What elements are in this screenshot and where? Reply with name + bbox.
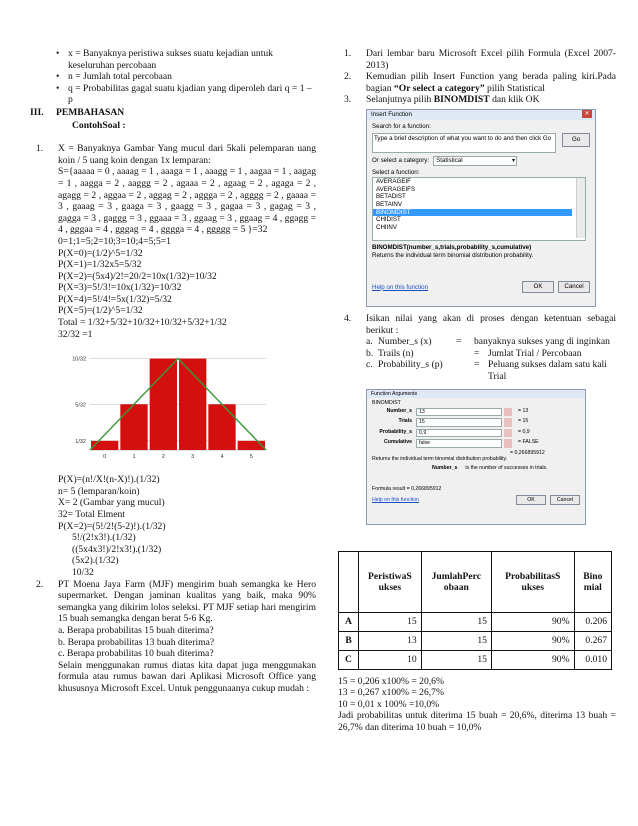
dialog-title: Insert Function xyxy=(367,110,595,120)
select-label: Select a function: xyxy=(372,168,420,176)
function-group: BINOMDIST xyxy=(372,399,401,406)
bullet-item: • q = Probabilitas gagal suatu kjadian yang diperoleh dari q = 1 – p xyxy=(56,82,312,106)
arg-item: a. Number_s (x) = banyaknya sukses yang di inginkan xyxy=(366,336,610,348)
function-item[interactable]: BETAINV xyxy=(376,200,403,208)
help-link[interactable]: Help on this function xyxy=(372,283,429,291)
example-2-questions: a. Berapa probabilitas 15 buah diterima? b. Berapa probabilitas 13 buah diterima? c. Berapa probabilitas 10 buah diterima? Selain menggunakan rumus diatas kita dapat juga menggunakan formula atau rumus bawan dari Aplikasi Microsoft Office yang khususnya Microsoft Excel. Untuk penggunaanya cukup mudah : xyxy=(58,624,316,694)
argument-row: Cumulative false = FALSE xyxy=(384,439,539,447)
bullet-item: • n = Jumlah total percobaan xyxy=(56,71,172,83)
step-1: 1. Dari lembar baru Microsoft Excel pilih Formula (Excel 2007-2013) xyxy=(344,48,616,71)
section-heading: III. PEMBAHASAN xyxy=(30,106,125,118)
step-3: 3. Selanjutnya pilih BINOMDIST dan klik OK xyxy=(344,94,540,106)
table-row: B 13 15 90% 0.267 xyxy=(339,631,612,650)
results-block: 15 = 0,206 x100% = 20,6% 13 = 0,267 x100% = 26,7% 10 = 0,01 x 100% =10,0% Jadi probabilitas untuk diterima 15 buah = 20,6%, diterima 13 buah = 26,7% dan diterima 10 buah = 10,0% xyxy=(338,675,616,733)
cancel-button[interactable]: Cancel xyxy=(550,495,580,505)
cumulative-input[interactable]: false xyxy=(416,439,502,447)
example-heading: ContohSoal : xyxy=(72,119,126,131)
y-tick-label: 5/32 xyxy=(75,402,86,409)
function-item[interactable]: CHIINV xyxy=(376,223,397,231)
binomial-chart-svg xyxy=(56,346,276,470)
bar xyxy=(208,405,235,451)
bullet-item: • x = Banyaknya peristiwa sukses suatu kejadian untuk keseluruhan percobaan xyxy=(56,48,273,71)
argument-row: Trials 15 = 15 xyxy=(398,418,529,426)
function-item[interactable]: BETADIST xyxy=(376,193,406,201)
category-label: Or select a category: xyxy=(372,156,430,164)
x-tick-label: 1 xyxy=(132,454,136,461)
bar xyxy=(179,359,206,450)
insert-function-dialog xyxy=(366,109,596,307)
bar xyxy=(120,405,147,451)
x-tick-label: 5 xyxy=(249,454,253,461)
function-description: Returns the individual term binomial distribution probability. xyxy=(372,251,534,259)
arg-item: c. Probability_s (p) = Peluang sukses dalam satu kali Trial xyxy=(366,359,607,382)
table-header-row: PeristiwaS ukses JumlahPerc obaan ProbabilitasS ukses Bino mial xyxy=(339,551,612,612)
x-tick-label: 2 xyxy=(161,454,165,461)
argument-row: Probability_s 0,9 = 0,9 xyxy=(379,428,530,436)
collapse-icon[interactable] xyxy=(504,418,512,426)
example-1-body: X = Banyaknya Gambar Yang mucul dari 5kali pelemparan uang koin / 5 uang koin dengan 1x lemparan: S={aaaaa = 0 , aaaag = 1 , aaaga = 1 , aaagg = 1 , aagaa = 1 , aagag = 1 , aagga = 2 , aaggg = 2 , agaaa = 2 , agaag = 2 , agaga = 2 , agagg = 2 , aggaa = 2 , aggag = 2 , aggga = 2 , agggg = 2 , gaaaa = 3 , gaaag = 3 , gaaga = 3 , gaagg = 3 , gagaa = 3 , gagag = 3 , gagga = 3 , gaggg = 3 , ggaaa = 3 , ggaag = 3 , ggaag = 4 , ggagg = 4 , gggaa = 4 , gggag = 4 , gggga = 4 , ggggg = 5 }=32 0=1;1=5;2=10;3=10;4=5;5=1 P(X=0)=(1/2)^5=1/32 P(X=1)=1/32x5=5/32 P(X=2)=(5x4)/2!=20/2=10x(1/32)=10/32 P(X=3)=5!/3!=10x(1/32)=10/32 P(X=4)=5!/4!=5x(1/32)=5/32 P(X=5)=(1/2)^5=1/32 Total = 1/32+5/32+10/32+10/32+5/32+1/32 32/32 =1 xyxy=(58,143,316,340)
function-item-selected[interactable]: BINOMDIST xyxy=(373,209,572,217)
collapse-icon[interactable] xyxy=(504,408,512,416)
collapse-icon[interactable] xyxy=(504,429,512,437)
formula-block: P(X)=(n!/X!(n-X)!).(1/32) n= 5 (lemparan/koin) X= 2 (Gambar yang mucul) 32= Total Elment P(X=2)=(5!/2!(5-2)!).(1/32) 5!/(2!x3!).(1/32) ((5x4x3!)/2!x3!).(1/32) (5x2).(1/32) 10/32 xyxy=(58,474,166,578)
example-2: 2. PT Moena Jaya Farm (MJF) mengirim buah semangka ke Hero supermarket. Dengan jaminan kualitas yang baik, maka 90% semangka yang dikirim lolos seleksi. PT MJF setiap hari mengirim 15 buah semangka dengan berat 5-6 Kg. xyxy=(36,578,316,625)
step-2: 2. Kemudian pilih Insert Function yang berada paling kiri.Pada bagian “Or select a category” pilih Statistical xyxy=(344,71,616,94)
search-input[interactable]: Type a brief description of what you want to do and then click Go xyxy=(372,133,556,153)
table-row: A 15 15 90% 0.206 xyxy=(339,612,612,631)
y-tick-label: 1/32 xyxy=(75,439,86,446)
result-value: = 0,266895912 xyxy=(510,449,545,456)
function-list[interactable] xyxy=(372,177,586,241)
x-tick-label: 3 xyxy=(191,454,195,461)
ok-button[interactable]: OK xyxy=(522,281,554,293)
right-column xyxy=(338,48,616,734)
ok-button[interactable]: OK xyxy=(516,495,546,505)
function-item[interactable]: AVERAGEIF xyxy=(376,178,411,186)
function-description: Returns the individual term binomial distribution probability. xyxy=(372,455,508,462)
function-signature: BINOMDIST(number_s,trials,probability_s,cumulative) xyxy=(372,244,532,252)
table-row: C 10 15 90% 0.010 xyxy=(339,650,612,669)
help-link[interactable]: Help on this function xyxy=(372,496,420,503)
probability-input[interactable]: 0,9 xyxy=(416,429,502,437)
x-tick-label: 0 xyxy=(103,454,107,461)
category-select[interactable]: Statistical ▾ xyxy=(433,156,517,166)
step-4: 4. Isikan nilai yang akan di proses dengan ketentuan sebagai berikut : xyxy=(344,312,616,336)
list-scrollbar[interactable] xyxy=(576,178,585,238)
collapse-icon[interactable] xyxy=(504,439,512,447)
binomial-table xyxy=(338,551,612,670)
x-tick-label: 4 xyxy=(220,454,224,461)
cancel-button[interactable]: Cancel xyxy=(558,281,590,293)
dialog-title: Function Arguments xyxy=(367,390,585,398)
bar xyxy=(150,359,177,450)
binomial-chart xyxy=(56,346,276,470)
chevron-down-icon: ▾ xyxy=(511,156,516,164)
search-label: Search for a function: xyxy=(372,122,431,130)
number-s-input[interactable]: 13 xyxy=(416,408,502,416)
formula-result: Formula result = 0,266895912 xyxy=(372,485,442,492)
step-4-items xyxy=(338,336,616,382)
go-button[interactable]: Go xyxy=(562,133,590,147)
close-icon[interactable]: ✕ xyxy=(582,110,592,118)
example-1: 1. X = Banyaknya Gambar Yang mucul dari 5kali pelemparan uang koin / 5 uang koin dengan 1x lemparan: S={aaaaa = 0 , aaaag = 1 , aaaga = 1 , aaagg = 1 , aagaa = 1 , aagag = 1 , aagga = 2 , aaggg = 2 , agaaa = 2 , agaag = 2 , agaga = 2 , agagg = 2 , aggaa = 2 , aggag = 2 , aggga = 2 , agggg = 2 , gaaaa = 3 , gaaag = 3 , gaaga = 3 , gaagg = 3 , gagaa = 3 , gagag = 3 , gagga = 3 , gaggg = 3 , ggaaa = 3 , ggaag = 3 , ggaag = 4 , ggagg = 4 , gggaa = 4 , gggag = 4 , gggga = 4 , ggggg = 5 }=32 0=1;1=5;2=10;3=10;4=5;5=1 P(X=0)=(1/2)^5=1/32 P(X=1)=1/32x5=5/32 P(X=2)=(5x4)/2!=20/2=10x(1/32)=10/32 P(X=3)=5!/3!=10x(1/32)=10/32 P(X=4)=5!/4!=5x(1/32)=5/32 P(X=5)=(1/2)^5=1/32 Total = 1/32+5/32+10/32+10/32+5/32+1/32 32/32 =1 xyxy=(36,143,316,340)
arg-item: b. Trails (n) = Jumlat Trial / Percobaan xyxy=(366,347,582,359)
function-arguments-dialog: Function Arguments BINOMDIST Number_s 13 = 13 Trials 15 = 15 Probability_s 0,9 = 0,9 Cumulative false = FALSE = 0,266895912 Returns the individual term binomial distribution probability. Number_s is the number of successes in trials. Formula result = 0,266895912 Help on this function OK Cancel xyxy=(366,389,586,525)
y-tick-label: 10/32 xyxy=(72,356,86,363)
argument-row: Number_s 13 = 13 xyxy=(386,407,529,415)
function-item[interactable]: CHIDIST xyxy=(376,216,401,224)
function-item[interactable]: AVERAGEIFS xyxy=(376,185,416,193)
left-column xyxy=(30,48,316,695)
trials-input[interactable]: 15 xyxy=(416,418,502,426)
